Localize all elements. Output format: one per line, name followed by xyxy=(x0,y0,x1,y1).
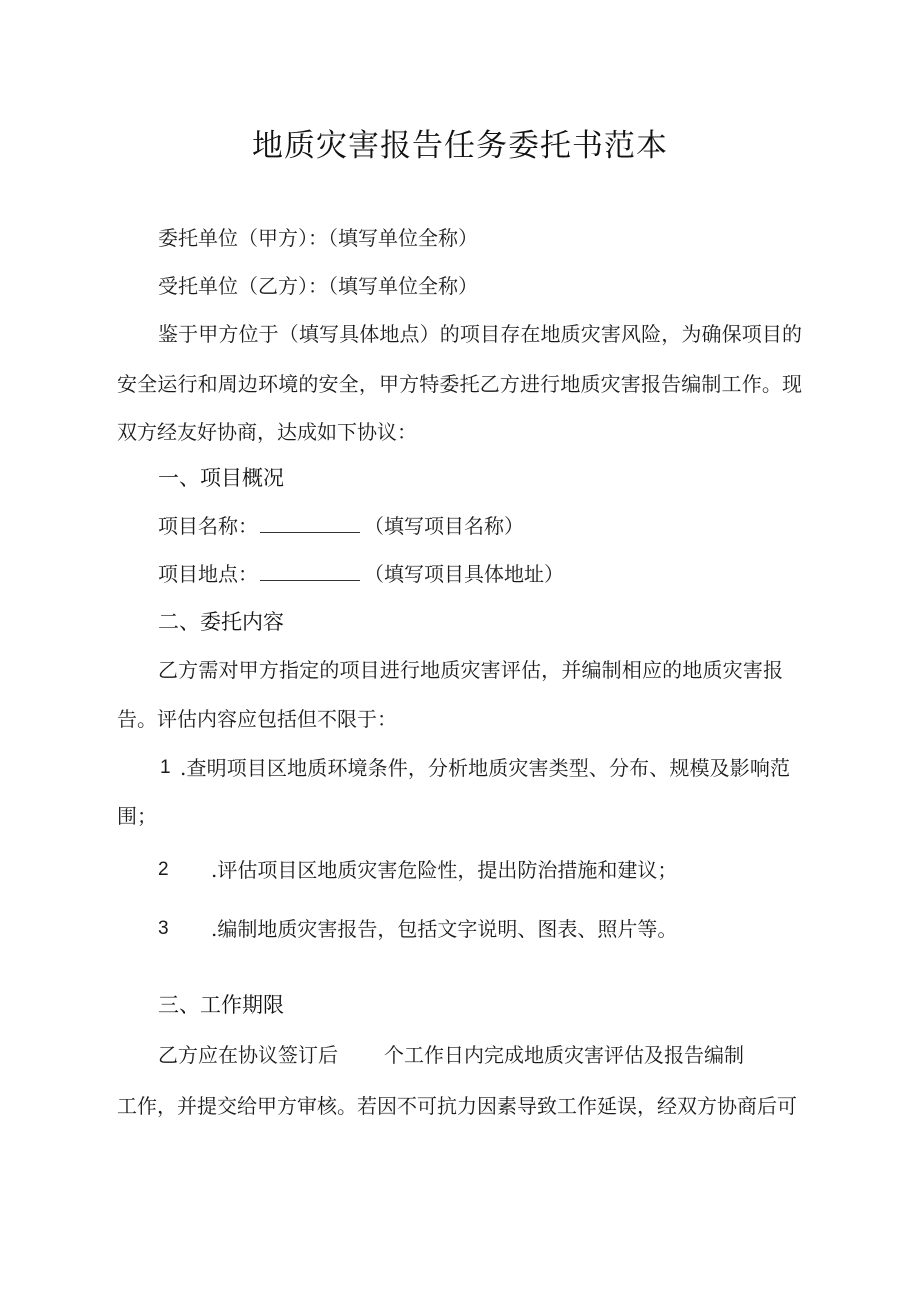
project-site-hint: （填写项目具体地址） xyxy=(364,562,564,586)
section-heading-schedule: 三、工作期限 xyxy=(158,993,284,1017)
client-party-line: 委托单位（甲方）：（填写单位全称） xyxy=(158,226,478,250)
section-heading-overview: 一、项目概况 xyxy=(158,466,284,490)
schedule-text-before-blank: 乙方应在协议签订后 xyxy=(158,1043,338,1067)
section-heading-scope: 二、委托内容 xyxy=(158,610,284,634)
project-name-row xyxy=(158,512,524,540)
intro-line-1: 鉴于甲方位于（填写具体地点）的项目存在地质灾害风险，为确保项目的 xyxy=(158,322,802,346)
schedule-text-after-blank: 个工作日内完成地质灾害评估及报告编制 xyxy=(384,1043,744,1067)
project-site-label: 项目地点： xyxy=(158,562,258,586)
scope-para-line-2: 告。评估内容应包括但不限于： xyxy=(117,707,397,731)
project-name-blank xyxy=(260,512,360,533)
schedule-para-line-2: 工作，并提交给甲方审核。若因不可抗力因素导致工作延误，经双方协商后可 xyxy=(117,1094,797,1118)
item-number: 2 xyxy=(158,859,169,880)
item-2-line-1: .评估项目区地质灾害危险性，提出防治措施和建议； xyxy=(211,858,678,882)
schedule-para-line-1 xyxy=(158,1041,744,1069)
item-1-line-2: 围； xyxy=(117,804,157,828)
project-site-row xyxy=(158,560,564,588)
project-site-blank xyxy=(260,560,360,581)
item-number: 1 xyxy=(160,757,171,778)
intro-line-3: 双方经友好协商，达成如下协议： xyxy=(117,420,417,444)
scope-para-line-1: 乙方需对甲方指定的项目进行地质灾害评估，并编制相应的地质灾害报 xyxy=(158,658,783,682)
project-name-label: 项目名称： xyxy=(158,514,258,538)
project-name-hint: （填写项目名称） xyxy=(364,514,524,538)
document-title: 地质灾害报告任务委托书范本 xyxy=(252,128,668,164)
contractor-party-line: 受托单位（乙方）：（填写单位全称） xyxy=(158,274,478,298)
item-3-line-1: .编制地质灾害报告，包括文字说明、图表、照片等。 xyxy=(211,917,678,941)
item-1-line-1: .查明项目区地质环境条件，分析地质灾害类型、分布、规模及影响范 xyxy=(180,756,790,780)
item-number: 3 xyxy=(158,918,169,939)
intro-line-2: 安全运行和周边环境的安全，甲方特委托乙方进行地质灾害报告编制工作。现 xyxy=(117,372,802,396)
